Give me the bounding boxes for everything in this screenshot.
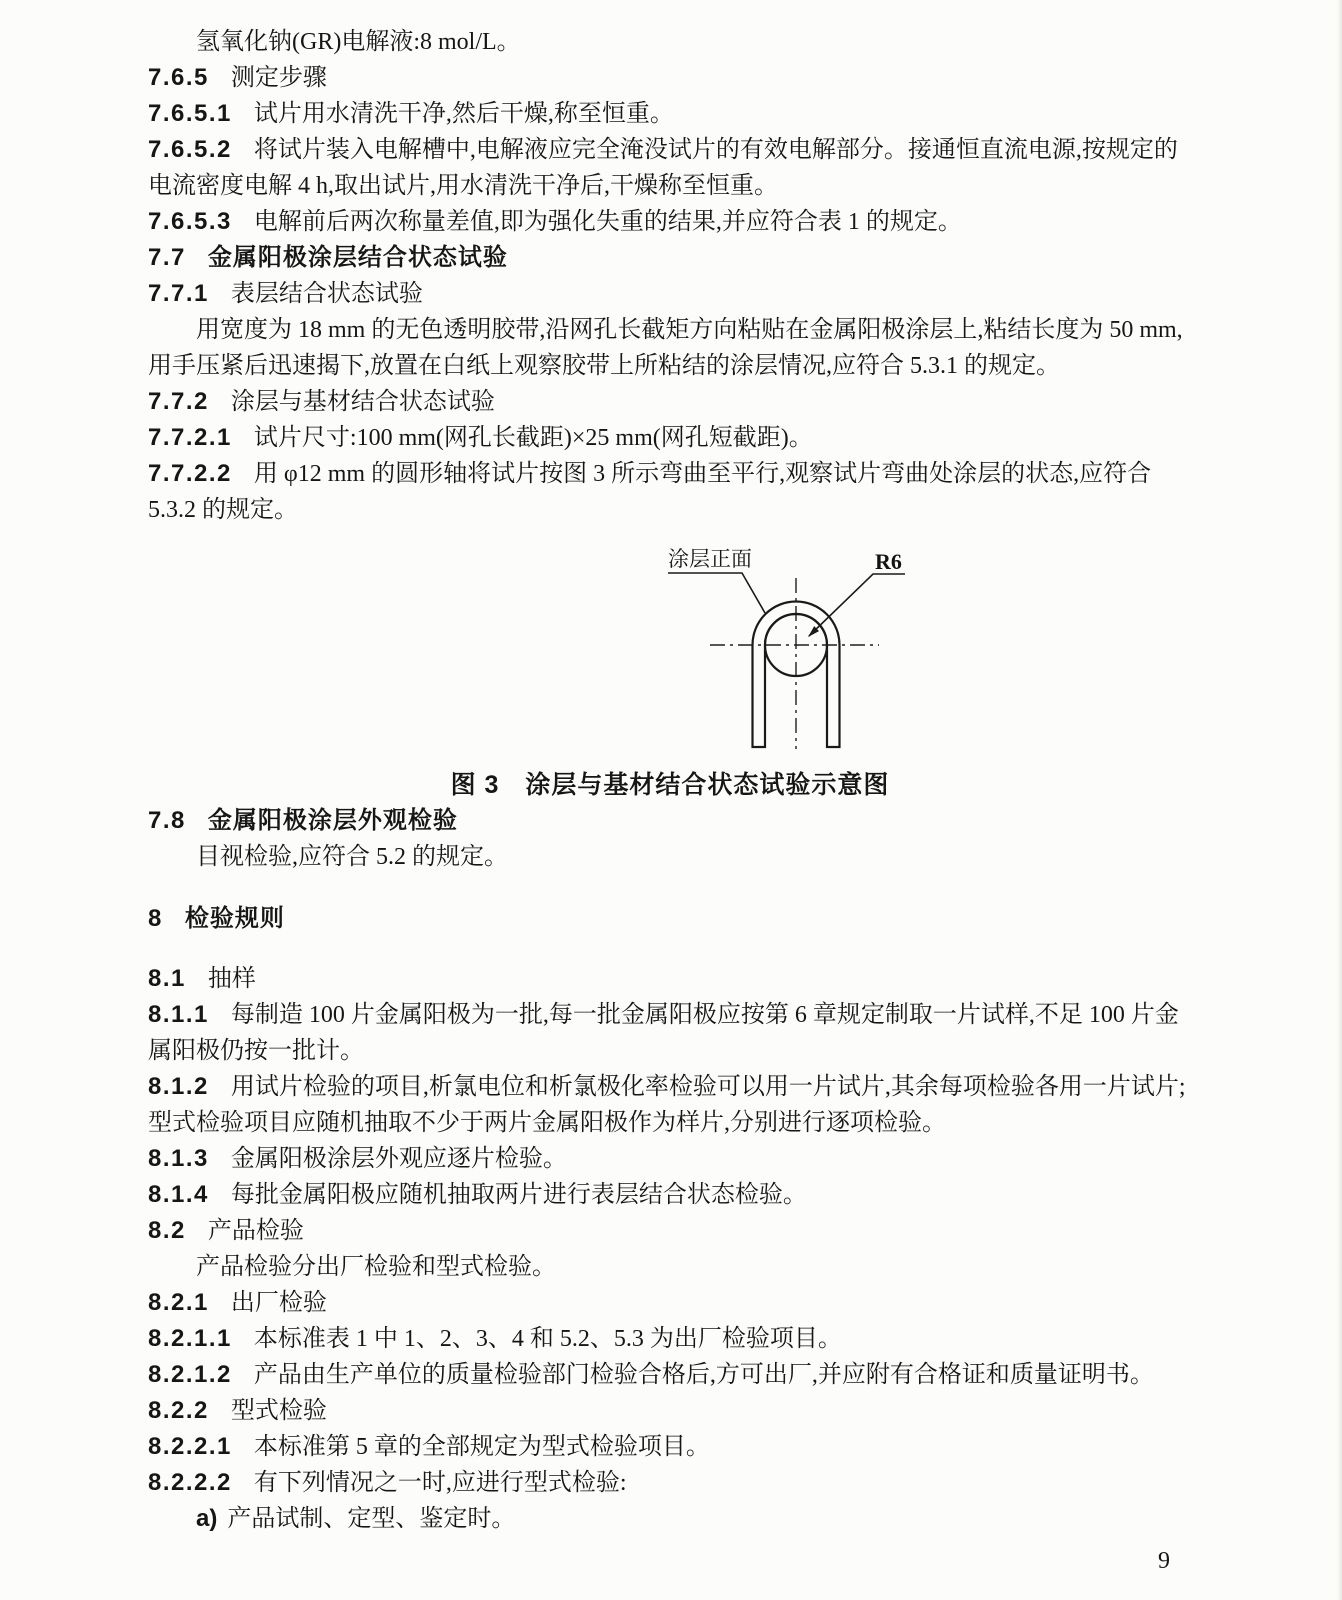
text-line xyxy=(148,204,1192,240)
clause-text: 型式检验 xyxy=(230,1398,327,1424)
figure-3-caption xyxy=(148,767,1192,803)
text-line xyxy=(148,1249,1192,1285)
clause-number: 7.6.5 xyxy=(148,64,209,91)
clause-number: 8.1.3 xyxy=(148,1145,209,1172)
text-line xyxy=(148,132,1192,168)
clause-number: 7.6.5.1 xyxy=(148,100,232,127)
page-number: 9 xyxy=(1158,1548,1170,1574)
clause-text: 测定步骤 xyxy=(230,65,327,91)
clause-text: 产品由生产单位的质量检验部门检验合格后,方可出厂,并应附有合格证和质量证明书。 xyxy=(253,1362,1154,1388)
clause-text: 每批金属阳极应随机抽取两片进行表层结合状态检验。 xyxy=(230,1182,807,1208)
clause-number: 7.7.1 xyxy=(148,280,209,307)
clause-text: 电解前后两次称量差值,即为强化失重的结果,并应符合表 1 的规定。 xyxy=(253,209,962,235)
clause-text: 用试片检验的项目,析氯电位和析氯极化率检验可以用一片试片,其余每项检验各用一片试片; xyxy=(230,1074,1186,1100)
clause-number: 8.1.4 xyxy=(148,1181,209,1208)
radius-leader-line xyxy=(809,574,905,636)
clause-text: 抽样 xyxy=(207,966,256,992)
clause-text: 涂层与基材结合状态试验 xyxy=(230,389,495,415)
clause-text: 目视检验,应符合 5.2 的规定。 xyxy=(196,844,508,870)
clause-text: 5.3.2 的规定。 xyxy=(148,497,298,523)
clause-text: 每制造 100 片金属阳极为一批,每一批金属阳极应按第 6 章规定制取一片试样,不足 100 片金 xyxy=(230,1002,1179,1028)
text-line xyxy=(148,312,1192,348)
text-line xyxy=(148,961,1192,997)
text-line xyxy=(148,1069,1192,1105)
clause-text: 本标准第 5 章的全部规定为型式检验项目。 xyxy=(253,1434,710,1460)
clause-text: 产品检验 xyxy=(207,1218,304,1244)
text-line xyxy=(148,1501,1192,1537)
clause-text: 本标准表 1 中 1、2、3、4 和 5.2、5.3 为出厂检验项目。 xyxy=(253,1326,842,1352)
coating-label-leader-line xyxy=(668,573,765,613)
clause-number: 8.2.2.1 xyxy=(148,1433,232,1460)
clause-text: 金属阳极涂层外观检验 xyxy=(207,807,458,834)
text-line xyxy=(148,456,1192,492)
clause-text: 金属阳极涂层结合状态试验 xyxy=(207,244,508,271)
text-line xyxy=(148,1141,1192,1177)
clause-number: 8.1.2 xyxy=(148,1073,209,1100)
clause-text: 用宽度为 18 mm 的无色透明胶带,沿网孔长截矩方向粘贴在金属阳极涂层上,粘结长度为 50 mm, xyxy=(196,317,1183,343)
text-line xyxy=(148,839,1192,875)
section-heading xyxy=(148,240,1192,276)
clause-text: 有下列情况之一时,应进行型式检验: xyxy=(253,1470,627,1496)
text-line xyxy=(148,1429,1192,1465)
clause-text: 表层结合状态试验 xyxy=(230,281,423,307)
text-line xyxy=(148,168,1192,204)
text-line xyxy=(148,276,1192,312)
clause-number: 8.2 xyxy=(148,1217,186,1244)
text-line xyxy=(148,997,1192,1033)
clause-number: 8.1 xyxy=(148,965,186,992)
clause-number: 8.2.1.2 xyxy=(148,1361,232,1388)
figure-3-drawing xyxy=(148,536,1192,761)
clause-number: 7.7 xyxy=(148,244,186,271)
section-8-inspection-rules xyxy=(148,803,1192,1537)
text-line xyxy=(148,1357,1192,1393)
text-line xyxy=(148,1321,1192,1357)
clause-number: 8.2.1.1 xyxy=(148,1325,232,1352)
clause-number: 8.1.1 xyxy=(148,1001,209,1028)
clause-text: 氢氧化钠(GR)电解液:8 mol/L。 xyxy=(196,29,521,55)
clause-text: 金属阳极涂层外观应逐片检验。 xyxy=(230,1146,567,1172)
figure-caption-number: 图 3 xyxy=(450,771,500,799)
clause-text: 将试片装入电解槽中,电解液应完全淹没试片的有效电解部分。接通恒直流电源,按规定的 xyxy=(253,137,1178,163)
clause-number: a) xyxy=(196,1505,218,1532)
radius-label: R6 xyxy=(875,549,902,574)
text-line xyxy=(148,384,1192,420)
clause-number: 7.8 xyxy=(148,807,186,834)
text-line xyxy=(148,24,1192,60)
clause-text: 检验规则 xyxy=(184,905,285,932)
clause-number: 7.7.2.2 xyxy=(148,460,232,487)
clause-number: 7.7.2.1 xyxy=(148,424,232,451)
clause-text: 用手压紧后迅速揭下,放置在白纸上观察胶带上所粘结的涂层情况,应符合 5.3.1 的规定。 xyxy=(148,353,1060,379)
text-line xyxy=(148,1393,1192,1429)
clause-number: 8.2.2 xyxy=(148,1397,209,1424)
text-line xyxy=(148,1285,1192,1321)
text-line xyxy=(148,96,1192,132)
clause-number: 7.6.5.3 xyxy=(148,208,232,235)
clause-number: 8 xyxy=(148,905,163,932)
clause-number: 7.7.2 xyxy=(148,388,209,415)
clause-text: 属阳极仍按一批计。 xyxy=(148,1038,364,1064)
text-line xyxy=(148,348,1192,384)
text-line xyxy=(148,420,1192,456)
bent-specimen-diagram xyxy=(628,536,1028,761)
section-7-test-methods xyxy=(148,24,1192,528)
clause-text: 试片尺寸:100 mm(网孔长截距)×25 mm(网孔短截距)。 xyxy=(253,425,813,451)
text-line xyxy=(148,1177,1192,1213)
clause-number: 7.6.5.2 xyxy=(148,136,232,163)
text-line xyxy=(148,1213,1192,1249)
scan-edge-artifact xyxy=(1337,0,1342,1600)
clause-text: 出厂检验 xyxy=(230,1290,327,1316)
clause-text: 产品检验分出厂检验和型式检验。 xyxy=(196,1254,556,1280)
clause-text: 产品试制、定型、鉴定时。 xyxy=(227,1506,516,1532)
section-heading xyxy=(148,901,1192,937)
section-heading xyxy=(148,803,1192,839)
text-line xyxy=(148,1033,1192,1069)
clause-text: 电流密度电解 4 h,取出试片,用水清洗干净后,干燥称至恒重。 xyxy=(148,173,778,199)
text-line xyxy=(148,60,1192,96)
clause-number: 8.2.1 xyxy=(148,1289,209,1316)
figure-caption-text: 涂层与基材结合状态试验示意图 xyxy=(525,771,890,799)
clause-number: 8.2.2.2 xyxy=(148,1469,232,1496)
text-line xyxy=(148,1465,1192,1501)
text-line xyxy=(148,492,1192,528)
clause-text: 型式检验项目应随机抽取不少于两片金属阳极作为样片,分别进行逐项检验。 xyxy=(148,1110,946,1136)
clause-text: 用 φ12 mm 的圆形轴将试片按图 3 所示弯曲至平行,观察试片弯曲处涂层的状态,应符合 xyxy=(253,461,1152,487)
text-line xyxy=(148,1105,1192,1141)
clause-text: 试片用水清洗干净,然后干燥,称至恒重。 xyxy=(253,101,674,127)
coating-face-label: 涂层正面 xyxy=(668,547,752,571)
